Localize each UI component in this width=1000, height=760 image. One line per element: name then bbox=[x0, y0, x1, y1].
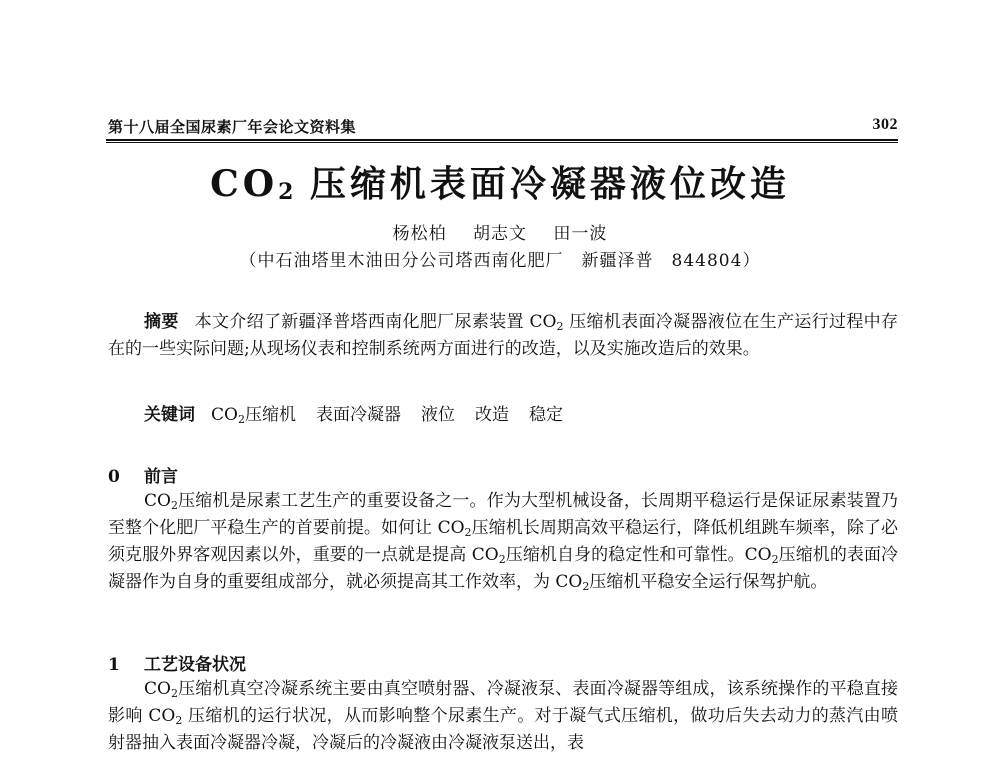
section-body: $CO_2$压缩机真空冷凝系统主要由真空喷射器、冷凝液泵、表面冷凝器等组成，该系统操作的平稳直接影响 $CO_2$ 压缩机的运行状况，从而影响整个尿素生产。对于凝气式压缩机，做功后失去动力的蒸汽由喷射器抽入表面冷凝器冷凝，冷凝后的冷凝液由冷凝液泵送出，表 bbox=[108, 679, 898, 753]
keywords-label: 关键词 bbox=[144, 405, 195, 425]
section-number: 1 bbox=[108, 655, 120, 675]
keyword: 液位 bbox=[420, 405, 455, 425]
keyword: 改造 bbox=[474, 405, 509, 425]
abstract bbox=[108, 309, 898, 363]
keywords bbox=[108, 402, 898, 429]
author: 杨松柏 bbox=[392, 224, 447, 244]
abstract-text: 本文介绍了新疆泽普塔西南化肥厂尿素装置 $CO_2$ 压缩机表面冷凝器液位在生产运行过程中存在的一些实际问题;从现场仪表和控制系统两方面进行的改造，以及实施改造后的效果。 bbox=[108, 312, 899, 359]
section-heading bbox=[108, 650, 246, 675]
section-number: 0 bbox=[108, 467, 120, 487]
abstract-label: 摘要 bbox=[144, 312, 179, 332]
affiliation: （中石油塔里木油田分公司塔西南化肥厂 新疆泽普 844804） bbox=[239, 251, 761, 271]
header-rule-thin bbox=[106, 142, 898, 143]
paper-title: $CO_2$ 压缩机表面冷凝器液位改造 bbox=[210, 163, 790, 205]
author: 田一波 bbox=[553, 224, 608, 244]
keyword: $CO_2$压缩机 bbox=[211, 405, 296, 426]
author: 胡志文 bbox=[473, 224, 527, 244]
section-body: $CO_2$压缩机是尿素工艺生产的重要设备之一。作为大型机械设备，长周期平稳运行是保证尿素装置乃至整个化肥厂平稳生产的首要前提。如何让 $CO_2$压缩机长周期高效平稳运行，降低机组跳车频率，除了必须克服外界客观因素以外，重要的一点就是提高 $CO_2$压缩机自身的稳定性和可靠性。$CO_2$压缩机的表面冷凝器作为自身的重要组成部分，就必须提高其工作效率，为 $CO_2$压缩机平稳安全运行保驾护航。 bbox=[108, 491, 899, 593]
author-list bbox=[0, 219, 1000, 244]
journal-name: 第十八届全国尿素厂年会论文资料集 bbox=[108, 118, 357, 136]
section-title: 工艺设备状况 bbox=[144, 655, 246, 675]
keyword: 稳定 bbox=[528, 405, 563, 425]
page-number: 302 bbox=[872, 116, 898, 133]
section-heading bbox=[108, 462, 178, 487]
section-title: 前言 bbox=[144, 467, 178, 487]
keyword: 表面冷凝器 bbox=[315, 405, 401, 425]
running-head bbox=[108, 116, 898, 140]
header-rule bbox=[106, 139, 898, 141]
